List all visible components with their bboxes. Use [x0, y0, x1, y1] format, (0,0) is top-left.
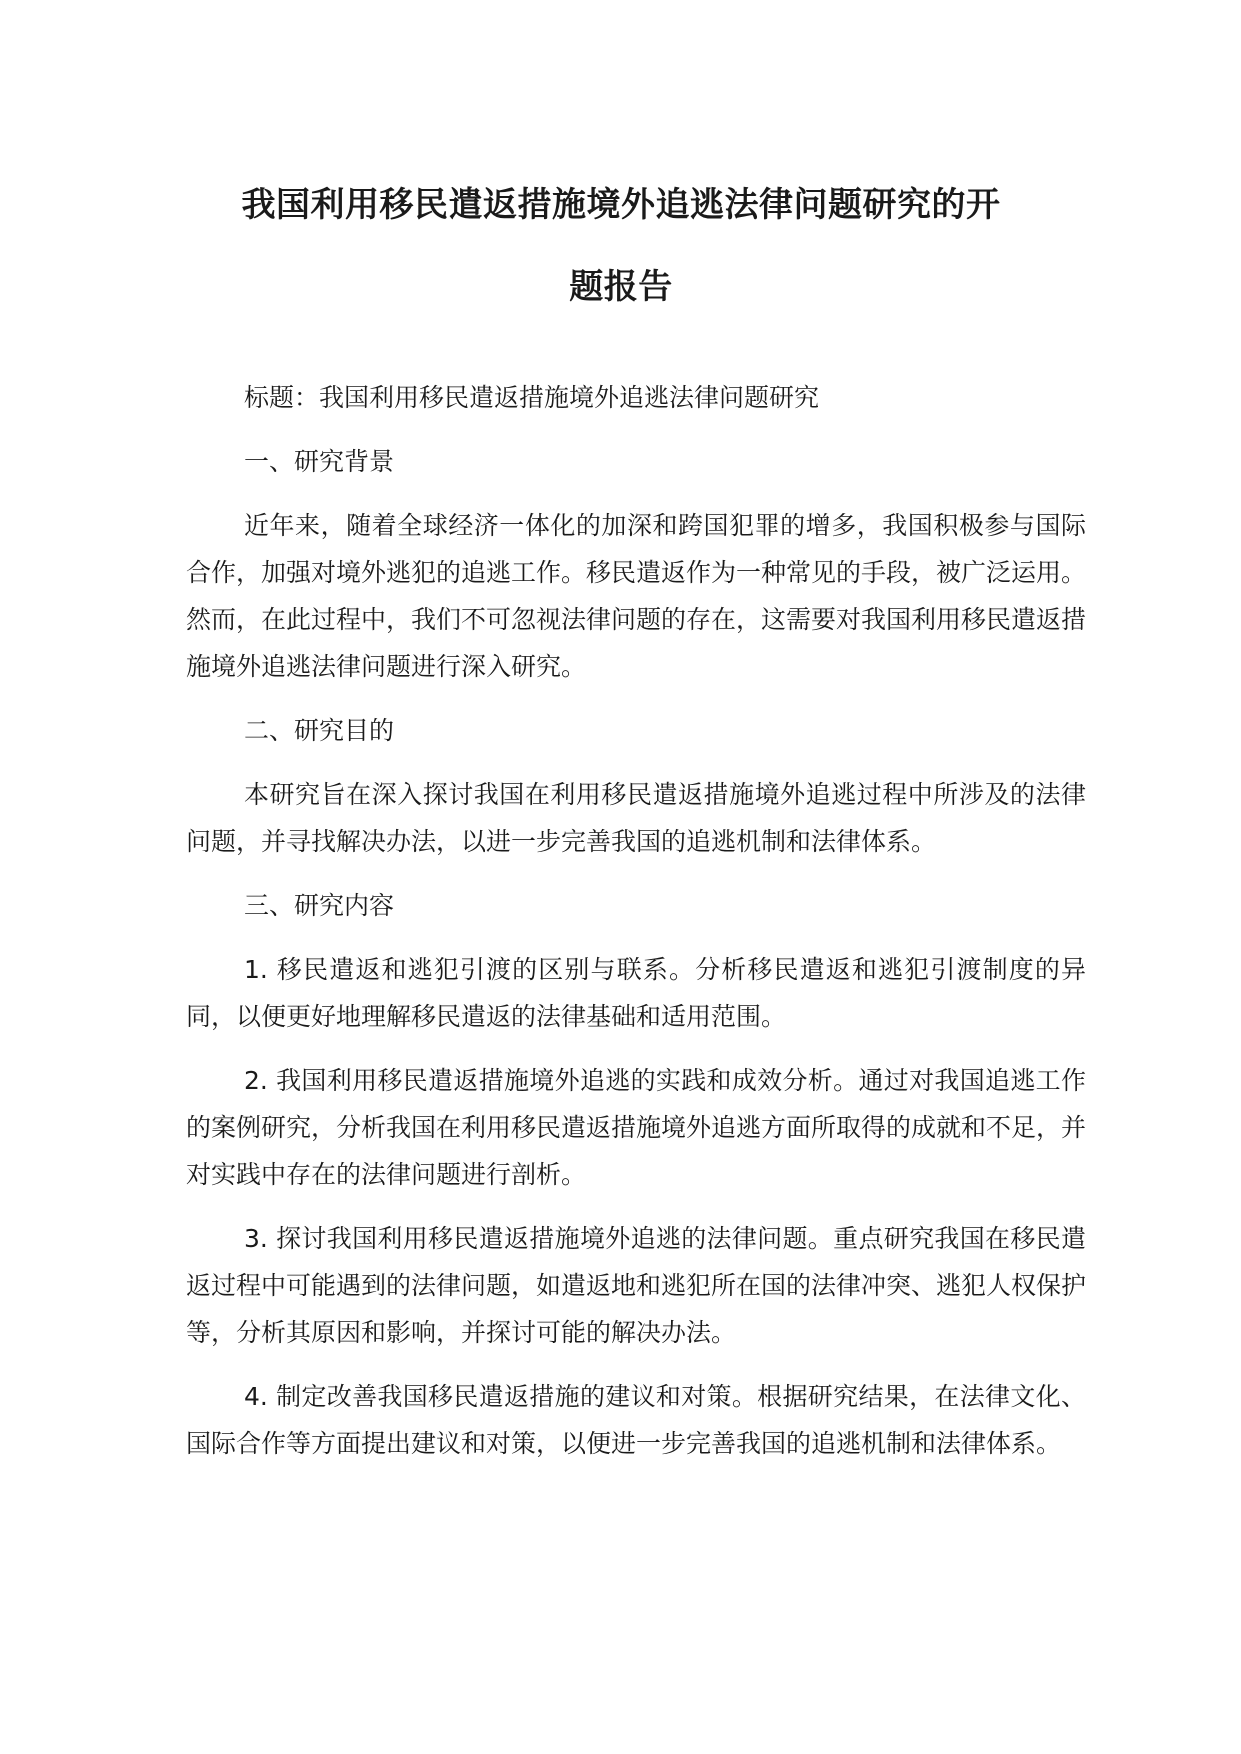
- content-item-2: 2. 我国利用移民遣返措施境外追逃的实践和成效分析。通过对我国追逃工作的案例研究，分析我国在利用移民遣返措施境外追逃方面所取得的成就和不足，并对实践中存在的法律问题进行剖析。: [186, 1066, 1087, 1189]
- section-heading-content: 三、研究内容: [244, 891, 395, 920]
- subject-line: 标题：我国利用移民遣返措施境外追逃法律问题研究: [244, 383, 820, 412]
- content-item-1: 1. 移民遣返和逃犯引渡的区别与联系。分析移民遣返和逃犯引渡制度的异同，以便更好地理解移民遣返的法律基础和适用范围。: [186, 955, 1086, 1031]
- section-heading-purpose: 二、研究目的: [244, 716, 395, 745]
- section-text-background: 近年来，随着全球经济一体化的加深和跨国犯罪的增多，我国积极参与国际合作，加强对境外逃犯的追逃工作。移民遣返作为一种常见的手段，被广泛运用。然而，在此过程中，我们不可忽视法律问题的存在，这需要对我国利用移民遣返措施境外追逃法律问题进行深入研究。: [186, 511, 1087, 681]
- document-title: [186, 164, 1056, 328]
- title-line-2: 题报告: [569, 267, 673, 307]
- title-line-1: 我国利用移民遣返措施境外追逃法律问题研究的开: [241, 185, 1001, 225]
- section-text-purpose: 本研究旨在深入探讨我国在利用移民遣返措施境外追逃过程中所涉及的法律问题，并寻找解决办法，以进一步完善我国的追逃机制和法律体系。: [186, 780, 1086, 856]
- document-body: [186, 374, 1086, 1484]
- content-item-3: 3. 探讨我国利用移民遣返措施境外追逃的法律问题。重点研究我国在移民遣返过程中可能遇到的法律问题，如遣返地和逃犯所在国的法律冲突、逃犯人权保护等，分析其原因和影响，并探讨可能的解决办法。: [186, 1224, 1087, 1347]
- content-item-4: 4. 制定改善我国移民遣返措施的建议和对策。根据研究结果，在法律文化、国际合作等方面提出建议和对策，以便进一步完善我国的追逃机制和法律体系。: [186, 1382, 1086, 1458]
- section-heading-background: 一、研究背景: [244, 447, 395, 476]
